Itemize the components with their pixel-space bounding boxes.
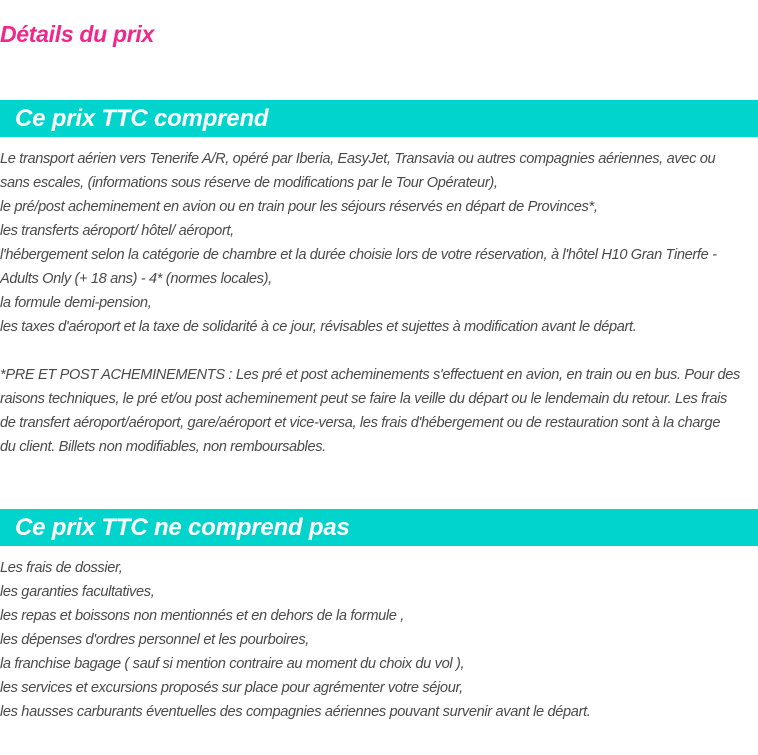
included-item: Le transport aérien vers Tenerife A/R, opéré par Iberia, EasyJet, Transavia ou autres compagnies aériennes, avec ou [0,151,716,167]
acheminement-note-line: de transfert aéroport/aéroport, gare/aéroport et vice-versa, les frais d'hébergement ou de restauration sont à la charge [0,415,721,431]
excluded-item: les repas et boissons non mentionnés et en dehors de la formule , [0,608,404,624]
excluded-item: les hausses carburants éventuelles des compagnies aériennes pouvant survenir avant le départ. [0,704,591,720]
included-item: sans escales, (informations sous réserve de modifications par le Tour Opérateur), [0,175,498,191]
excluded-item: Les frais de dossier, [0,560,123,576]
included-item: Adults Only (+ 18 ans) - 4* (normes locales), [0,271,272,287]
excluded-item: les garanties facultatives, [0,584,155,600]
included-item: le pré/post acheminement en avion ou en train pour les séjours réservés en départ de Provinces*, [0,199,598,215]
acheminement-note-line: raisons techniques, le pré et/ou post acheminement peut se faire la veille du départ ou le lendemain du retour. Les frais [0,391,727,407]
acheminement-note-line: *PRE ET POST ACHEMINEMENTS : Les pré et post acheminements s'effectuent en avion, en train ou en bus. Pour des [0,367,741,383]
included-list [0,147,758,459]
included-section-heading: Ce prix TTC comprend [0,100,758,137]
page-title: Détails du prix [0,21,154,47]
included-item: la formule demi-pension, [0,295,152,311]
spacer [0,339,758,363]
excluded-list [0,556,758,724]
included-item: l'hébergement selon la catégorie de chambre et la durée choisie lors de votre réservation, à l'hôtel H10 Gran Tinerfe - [0,247,717,263]
excluded-item: la franchise bagage ( sauf si mention contraire au moment du choix du vol ), [0,656,465,672]
included-item: les transferts aéroport/ hôtel/ aéroport, [0,223,234,239]
excluded-item: les dépenses d'ordres personnel et les pourboires, [0,632,309,648]
excluded-section-heading: Ce prix TTC ne comprend pas [0,509,758,546]
included-item: les taxes d'aéroport et la taxe de solidarité à ce jour, révisables et sujettes à modification avant le départ. [0,319,637,335]
excluded-item: les services et excursions proposés sur place pour agrémenter votre séjour, [0,680,463,696]
acheminement-note-line: du client. Billets non modifiables, non remboursables. [0,439,326,455]
